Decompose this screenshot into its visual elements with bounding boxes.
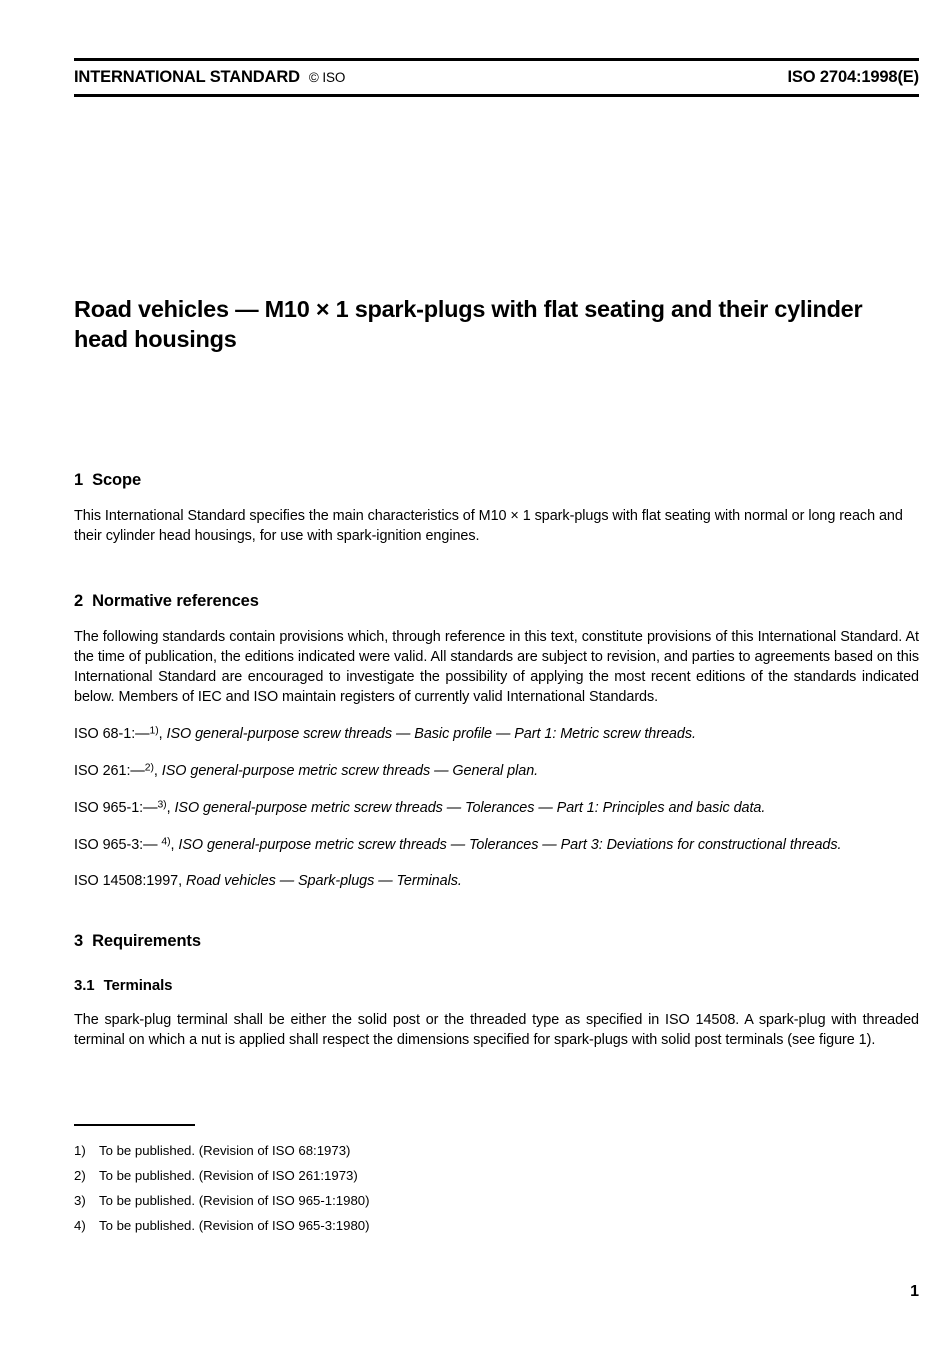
footnote-item <box>74 1138 919 1163</box>
heading-normative-references-text: Normative references <box>92 592 259 611</box>
heading-requirements-number: 3 <box>74 932 84 951</box>
heading-scope <box>74 471 919 490</box>
header-row <box>74 61 919 93</box>
footnote-separator-rule <box>74 1124 195 1126</box>
header-left-group <box>74 68 345 87</box>
heading-scope-number: 1 <box>74 470 84 489</box>
reference-entry <box>74 872 919 892</box>
reference-designation: ISO 965-3:— <box>74 836 162 853</box>
reference-entry <box>74 836 919 856</box>
page-number: 1 <box>910 1283 919 1300</box>
heading-terminals-text: Terminals <box>103 977 173 995</box>
reference-list <box>74 725 919 892</box>
reference-separator: , <box>170 836 179 853</box>
heading-requirements-text: Requirements <box>92 932 201 951</box>
reference-footnote-marker: 4) <box>161 836 171 848</box>
reference-designation: ISO 14508:1997 <box>74 873 179 890</box>
header-rule-bottom <box>74 94 919 97</box>
copyright-notice: © ISO <box>308 70 346 85</box>
heading-terminals <box>74 977 919 994</box>
normative-references-paragraph: The following standards contain provisions which, through reference in this text, constitute provisions of this International Standard. At the time of publication, the editions indicated were valid. All standards are subject to revision, and parties to agreements based on this International Standard are encouraged to investigate the possibility of applying the most recent editions of the standards indicated below. Members of IEC and ISO maintain registers of currently valid International Standards. <box>74 629 919 706</box>
reference-title: ISO general-purpose metric screw threads — General plan. <box>161 762 539 779</box>
footnote-item <box>74 1213 919 1238</box>
footnote-marker: 4) <box>74 1217 86 1233</box>
footnote-item <box>74 1188 919 1213</box>
footnote-marker: 1) <box>74 1142 86 1158</box>
footnote-text: To be published. (Revision of ISO 965-1:1980) <box>99 1192 370 1208</box>
terminals-paragraph: The spark-plug terminal shall be either the solid post or the threaded type as specified in ISO 14508. A spark-plug with threaded terminal on which a nut is applied shall respect the dimensions specified for spark-plugs with solid post terminals (see figure 1). <box>74 1012 919 1049</box>
heading-normative-references-number: 2 <box>74 592 84 611</box>
reference-title: Road vehicles — Spark-plugs — Terminals. <box>186 873 462 890</box>
reference-separator: , <box>153 762 162 779</box>
heading-scope-text: Scope <box>92 470 142 489</box>
reference-separator: , <box>158 725 167 742</box>
reference-footnote-marker: 2) <box>144 762 154 774</box>
reference-separator: , <box>166 799 175 816</box>
heading-requirements <box>74 932 919 951</box>
heading-terminals-number: 3.1 <box>74 977 95 995</box>
reference-footnote-marker: 3) <box>157 799 167 811</box>
footnote-marker: 2) <box>74 1167 86 1183</box>
footnote-text: To be published. (Revision of ISO 965-3:1980) <box>99 1217 370 1233</box>
reference-footnote-marker: 1) <box>149 725 159 737</box>
standard-reference: ISO 2704:1998(E) <box>787 68 919 86</box>
reference-designation: ISO 261:— <box>74 762 145 779</box>
reference-designation: ISO 68-1:— <box>74 725 150 742</box>
reference-title: ISO general-purpose screw threads — Basic profile — Part 1: Metric screw threads. <box>166 725 696 742</box>
footnote-item <box>74 1163 919 1188</box>
footnote-text: To be published. (Revision of ISO 261:1973) <box>99 1167 358 1183</box>
running-header <box>74 58 919 97</box>
standard-type-label: INTERNATIONAL STANDARD <box>74 68 300 86</box>
reference-title: ISO general-purpose metric screw threads — Tolerances — Part 1: Principles and basic data. <box>174 799 766 816</box>
reference-entry <box>74 725 919 745</box>
reference-entry <box>74 799 919 819</box>
document-content <box>74 295 919 1051</box>
page-title: Road vehicles — M10 × 1 spark-plugs with flat seating and their cylinder head housings <box>74 296 863 352</box>
heading-normative-references <box>74 592 919 611</box>
reference-designation: ISO 965-1:— <box>74 799 158 816</box>
reference-separator: , <box>178 873 187 890</box>
footnote-area <box>74 1124 919 1238</box>
reference-entry <box>74 762 919 782</box>
scope-paragraph: This International Standard specifies the main characteristics of M10 × 1 spark-plugs with flat seating with normal or long reach and their cylinder head housings, for use with spark-ignition engines. <box>74 507 903 544</box>
footnote-text: To be published. (Revision of ISO 68:1973) <box>99 1142 351 1158</box>
reference-title: ISO general-purpose metric screw threads — Tolerances — Part 3: Deviations for constructional threads. <box>178 836 842 853</box>
footnote-marker: 3) <box>74 1192 86 1208</box>
